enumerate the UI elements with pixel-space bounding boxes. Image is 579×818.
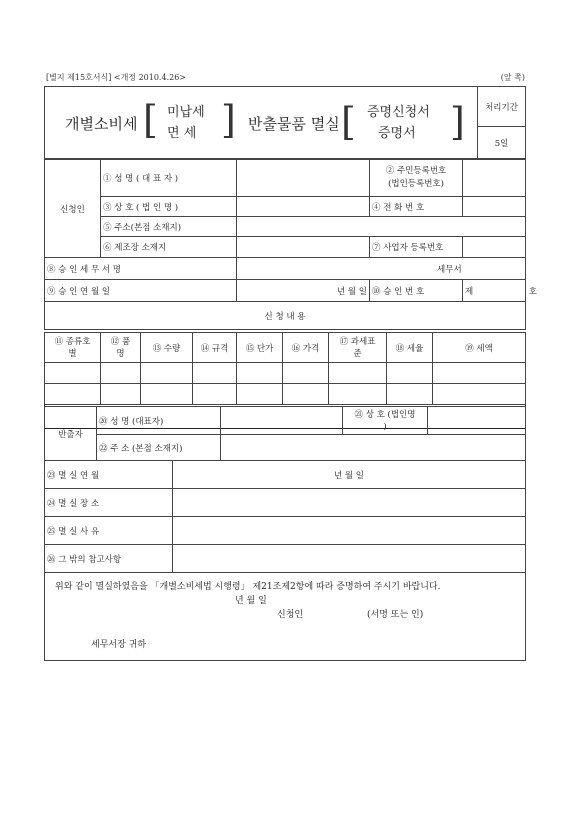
phone-input[interactable] [463, 197, 526, 217]
bracket-close-2: ] [450, 100, 465, 144]
page-side: (앞 쪽) [500, 73, 525, 82]
phone-label: ④ 전 화 번 호 [370, 197, 463, 217]
title-loss: 반출물품 멸실 [248, 115, 340, 133]
address-input[interactable] [237, 217, 526, 237]
approval-date-label: ⑨ 승 인 연 월 일 [45, 280, 237, 302]
form-table [44, 159, 537, 330]
name-input[interactable] [237, 160, 370, 197]
shipper-address-label: ㉒ 주 소 (본점 소재지) [97, 435, 221, 461]
sign-date: 년 월 일 [235, 596, 267, 606]
loss-date-input[interactable]: 년 월 일 [173, 461, 526, 489]
col-tax-base: ⑰ 과세표 준 [329, 333, 387, 363]
applicant-sign-label: 신청인 [277, 610, 304, 620]
bizno-input[interactable] [463, 237, 526, 258]
approval-number-label: ⑩ 승 인 번 호 [370, 280, 463, 302]
approval-number-input[interactable]: 제 호 [463, 280, 526, 302]
other-notes-input[interactable] [173, 545, 526, 573]
processing-period-label: 처리기간 [478, 87, 526, 127]
approval-office-input[interactable]: 세무서 [237, 258, 526, 280]
factory-label: ⑥ 제조장 소재지 [101, 237, 237, 258]
rrn-input[interactable] [463, 160, 526, 197]
table-row [45, 363, 526, 384]
statement-text: 위와 같이 멸실하였음을 「개별소비세법 시행령」 제21조제2항에 따라 증명하여 주시기 바랍니다. [55, 582, 441, 592]
processing-period-value: 5일 [478, 127, 526, 159]
factory-input[interactable] [237, 237, 370, 258]
loss-table [44, 460, 526, 661]
title-option-unpaid: 미납세 [167, 105, 205, 120]
col-item: ⑫ 품 명 [101, 333, 141, 363]
shipper-name-input[interactable] [221, 407, 343, 435]
title-cell [45, 87, 478, 159]
other-notes-label: ㉖ 그 밖의 참고사항 [45, 545, 173, 573]
address-label: ⑤ 주소(본점 소재지) [101, 217, 237, 237]
approval-office-label: ⑧ 승 인 세 무 서 명 [45, 258, 237, 280]
loss-place-label: ㉔ 멸 실 장 소 [45, 489, 173, 517]
name-label: ① 성 명 ( 대 표 자 ) [101, 160, 237, 197]
loss-reason-label: ㉕ 멸 실 사 유 [45, 517, 173, 545]
shipper-name-label: ⑳ 성 명 (대표자) [97, 407, 221, 435]
title-option-certificate: 증명서 [378, 126, 416, 141]
company-input[interactable] [237, 197, 370, 217]
bracket-close: ] [221, 98, 236, 142]
applicant-label: 신청인 [45, 160, 101, 258]
bizno-label: ⑦ 사업자 등록번호 [370, 237, 463, 258]
col-price: ⑯ 가격 [283, 333, 329, 363]
rrn-label: ② 주민등록번호 (법인등록번호) [370, 160, 463, 197]
form-number: [별지 제15호서식] <개정 2010.4.26> [46, 73, 186, 82]
company-label: ③ 상 호 ( 법 인 명 ) [101, 197, 237, 217]
col-tax-amount: ⑲ 세액 [433, 333, 526, 363]
shipper-label: 반출자 [45, 407, 97, 461]
footer-cell [45, 573, 526, 661]
shipper-grid [44, 406, 526, 461]
shipper-company-input[interactable] [428, 407, 526, 435]
loss-reason-input[interactable] [173, 517, 526, 545]
title-tax: 개별소비세 [65, 115, 138, 133]
sign-or-seal[interactable]: (서명 또는 인) [367, 610, 424, 620]
col-spec: ⑭ 규격 [193, 333, 237, 363]
title-option-application: 증명신청서 [367, 105, 430, 120]
col-unit-price: ⑮ 단가 [237, 333, 283, 363]
loss-place-input[interactable] [173, 489, 526, 517]
title-option-exempt: 면 세 [167, 126, 197, 141]
loss-date-label: ㉓ 멸 실 연 월 [45, 461, 173, 489]
title-table [44, 86, 526, 159]
addressee: 세무서장 귀하 [91, 640, 147, 650]
shipper-address-input[interactable] [221, 435, 526, 461]
table-row [45, 384, 526, 405]
approval-date-input[interactable]: 년 월 일 [237, 280, 370, 302]
bracket-open-2: [ [341, 100, 356, 144]
bracket-open: [ [143, 98, 158, 142]
content-title: 신 청 내 용 [45, 302, 526, 330]
col-type: ⑪ 종류호 별 [45, 333, 101, 363]
col-quantity: ⑬ 수량 [141, 333, 193, 363]
shipper-company-label: ㉑ 상 호 (법인명 ) [343, 407, 428, 435]
col-tax-rate: ⑱ 세율 [387, 333, 433, 363]
